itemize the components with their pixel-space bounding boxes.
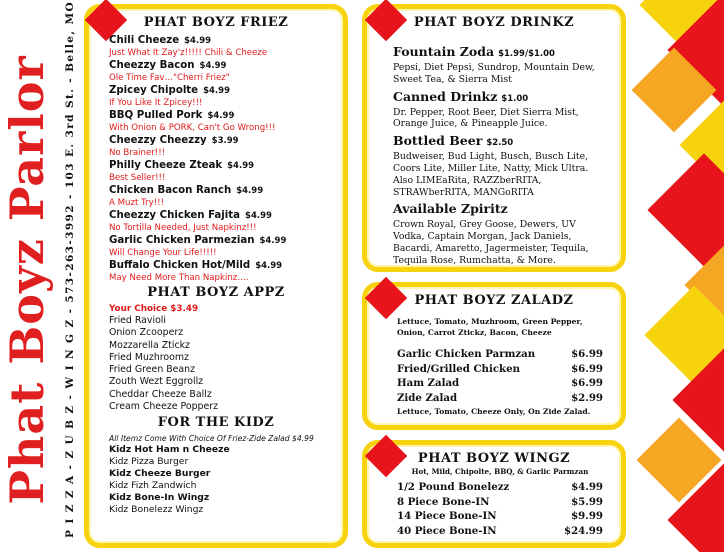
appz-item: Zouth Wezt Eggrollz — [109, 376, 204, 388]
drink-name: Fountain Zoda — [393, 44, 495, 59]
friez-item — [109, 34, 343, 59]
friez-list — [89, 34, 343, 284]
drink-price: $2.50 — [486, 138, 514, 149]
drink-section — [393, 201, 607, 266]
zalad-name: Fried/Grilled Chicken — [397, 362, 520, 375]
drink-name: Bottled Beer — [393, 133, 483, 149]
friez-item-price: $4.99 — [207, 111, 235, 121]
friez-item — [109, 209, 343, 234]
drink-section — [393, 133, 607, 198]
wingz-panel — [362, 440, 626, 548]
kidz-item: Kidz Bone-In Wingz — [109, 492, 210, 504]
zaladz-toppings: Lettuce, Tomato, Muzhroom, Green Pepper, Onion, Carrot Ztickz, Bacon, Cheeze — [397, 317, 583, 337]
drink-section — [393, 89, 607, 131]
friez-item-name: BBQ Pulled Pork — [109, 110, 203, 121]
zalad-row — [397, 376, 603, 391]
friez-item-desc: May Need More Than Napkinz…. — [109, 273, 249, 283]
wingz-row — [397, 495, 603, 510]
decorative-pattern — [614, 0, 724, 552]
appz-item: Fried Green Beanz — [109, 364, 196, 376]
friez-item-price: $4.99 — [259, 236, 287, 246]
friez-item — [109, 259, 343, 284]
friez-item-desc: Ole Time Fav…"Cherri Friez" — [109, 73, 230, 83]
wingz-list — [397, 480, 603, 538]
friez-item-desc: Just What It Zay'z!!!!! Chili & Cheeze — [109, 48, 268, 58]
kidz-title: FOR THE KIDZ — [157, 415, 275, 431]
zaladz-panel — [362, 282, 626, 430]
drink-price: $1.00 — [501, 93, 529, 104]
zalad-name: Garlic Chicken Parmzan — [397, 348, 536, 360]
friez-item-name: Garlic Chicken Parmezian — [109, 235, 255, 246]
wingz-row — [397, 509, 603, 524]
friez-item-line — [109, 109, 343, 123]
drink-section-title — [393, 44, 607, 62]
friez-item-desc: Will Change Your Life!!!!! — [109, 248, 217, 258]
brand-title: Phat Boyz Parlor — [0, 55, 54, 505]
friez-item-name: Cheezzy Bacon — [109, 60, 195, 71]
zalad-price: $6.99 — [571, 348, 603, 360]
wingz-title: PHAT BOYZ WINGZ — [417, 451, 571, 466]
friez-item-name: Chicken Bacon Ranch — [109, 185, 232, 196]
kidz-item: Kidz Bonelezz Wingz — [109, 504, 204, 516]
kidz-item: Kidz Cheeze Burger — [109, 468, 211, 480]
friez-item-price: $4.99 — [199, 61, 227, 71]
friez-item-line — [109, 34, 343, 48]
kidz-item: Kidz Hot Ham n Cheeze — [109, 444, 230, 456]
drink-section-title — [393, 133, 607, 151]
drinkz-title: PHAT BOYZ DRINKZ — [413, 15, 575, 30]
brand-sidebar — [0, 0, 80, 552]
zalad-row — [397, 362, 603, 377]
friez-item — [109, 59, 343, 84]
friez-item-line — [109, 59, 343, 73]
zalad-row — [397, 347, 603, 362]
friez-item-line — [109, 234, 343, 248]
friez-item — [109, 84, 343, 109]
drink-list: Crown Royal, Grey Goose, Dewers, UV Vodka, Captain Morgan, Jack Daniels, Bacardi, Amaretto, Jagermeister, Tequila, Tequila Rose, Rumchatta, & More. — [393, 219, 589, 266]
wingz-row — [397, 524, 603, 539]
drinkz-panel — [362, 4, 626, 272]
wingz-name: 8 Piece Bone-IN — [397, 495, 490, 508]
appz-item: Onion Zcooperz — [109, 327, 184, 339]
friez-item-desc: No Tortilla Needed, Just Napkinz!!! — [109, 223, 257, 233]
wingz-price: $9.99 — [571, 510, 603, 522]
kidz-list — [109, 444, 343, 516]
friez-panel — [84, 4, 348, 548]
friez-item-desc: With Onion & PORK, Can't Go Wrong!!! — [109, 123, 276, 133]
drink-section-title — [393, 89, 607, 107]
friez-item — [109, 134, 343, 159]
zalad-price: $6.99 — [571, 362, 603, 375]
friez-item-line — [109, 159, 343, 173]
drink-price: $1.99/$1.00 — [498, 49, 555, 59]
appz-item: Fried Muzhroomz — [109, 351, 189, 363]
friez-item-desc: If You Like It Zpicey!!! — [109, 98, 203, 108]
drink-section-title — [393, 201, 607, 219]
zalad-name: Ham Zalad — [397, 377, 460, 389]
appz-item: Mozzarella Ztickz — [109, 339, 190, 351]
zaladz-list — [397, 347, 603, 405]
drink-list: Pepsi, Diet Pepsi, Sundrop, Mountain Dew, Sweet Tea, & Sierra Mist — [393, 62, 595, 85]
wingz-row — [397, 480, 603, 495]
friez-item-name: Zpicey Chipolte — [109, 85, 199, 96]
friez-item — [109, 159, 343, 184]
friez-item-line — [109, 134, 343, 148]
friez-item-price: $4.99 — [236, 186, 264, 196]
zalad-row — [397, 391, 603, 406]
zaladz-title: PHAT BOYZ ZALADZ — [414, 293, 574, 308]
appz-item: Cheddar Cheeze Ballz — [109, 388, 212, 400]
friez-item-price: $4.99 — [245, 211, 272, 221]
kidz-item: Kidz Fizh Zandwich — [109, 480, 197, 492]
drink-name: Canned Drinkz — [393, 88, 498, 104]
wingz-sauces: Hot, Mild, Chipolte, BBQ, & Garlic Parmzan — [411, 467, 589, 476]
drinkz-list — [367, 30, 621, 267]
friez-item-desc: Best Seller!!! — [109, 173, 166, 183]
appz-item: Cream Cheeze Popperz — [109, 401, 219, 413]
wingz-price: $24.99 — [564, 524, 603, 537]
friez-item-price: $4.99 — [203, 86, 230, 96]
zalad-price: $6.99 — [571, 377, 603, 389]
wingz-name: 14 Piece Bone-IN — [397, 510, 497, 522]
appz-item: Fried Ravioli — [109, 315, 167, 326]
friez-item-name: Chili Cheeze — [109, 35, 180, 46]
zalad-price: $2.99 — [571, 391, 603, 404]
friez-item-price: $3.99 — [211, 136, 239, 146]
zalad-name: Zide Zalad — [397, 391, 458, 404]
friez-item — [109, 234, 343, 259]
wingz-name: 40 Piece Bone-IN — [397, 524, 497, 537]
zaladz-footer: Lettuce, Tomato, Cheeze Only, On Zide Zalad. — [397, 407, 591, 416]
friez-item-line — [109, 184, 343, 198]
friez-item-desc: A Muzt Try!!! — [109, 198, 165, 208]
friez-item-name: Philly Cheeze Zteak — [109, 160, 223, 171]
friez-item-name: Cheezzy Cheezzy — [109, 135, 207, 146]
wingz-name: 1/2 Pound Bonelezz — [397, 481, 510, 493]
appz-list — [109, 315, 343, 413]
wingz-price: $5.99 — [571, 495, 603, 508]
friez-item-name: Buffalo Chicken Hot/Mild — [109, 260, 251, 271]
drink-list: Budweiser, Bud Light, Busch, Busch Lite, Coors Lite, Miller Lite, Natty, Mick Ultra. Also LIMEaRita, RAZZberRITA, STRAWberRITA, MANGoRITA — [393, 151, 589, 198]
appz-title: PHAT BOYZ APPZ — [147, 285, 285, 300]
kidz-item: Kidz Pizza Burger — [109, 456, 189, 468]
friez-title: PHAT BOYZ FRIEZ — [143, 15, 289, 30]
kidz-note: All Itemz Come With Choice Of Friez-Zide Zalad $4.99 — [109, 434, 314, 444]
appz-choice: Your Choice $3.49 — [109, 304, 199, 314]
friez-item-line — [109, 259, 343, 273]
drink-name: Available Zpiritz — [393, 201, 508, 217]
friez-item-price: $4.99 — [227, 161, 255, 171]
drink-section — [393, 44, 607, 86]
friez-item-price: $4.99 — [255, 261, 283, 271]
friez-item-price: $4.99 — [184, 36, 212, 46]
brand-address: P I Z Z A - Z U B Z - W I N G Z - 573-263-3992 - 103 E. 3rd St. - Belle, MO — [64, 0, 76, 538]
friez-item-name: Cheezzy Chicken Fajita — [109, 210, 241, 221]
friez-item-line — [109, 209, 343, 223]
friez-item — [109, 109, 343, 134]
wingz-price: $4.99 — [571, 481, 603, 493]
friez-item-desc: No Brainer!!! — [109, 148, 166, 158]
drink-list: Dr. Pepper, Root Beer, Diet Sierra Mist, Orange Juice, & Pineapple Juice. — [393, 106, 579, 130]
friez-item-line — [109, 84, 343, 98]
friez-item — [109, 184, 343, 209]
